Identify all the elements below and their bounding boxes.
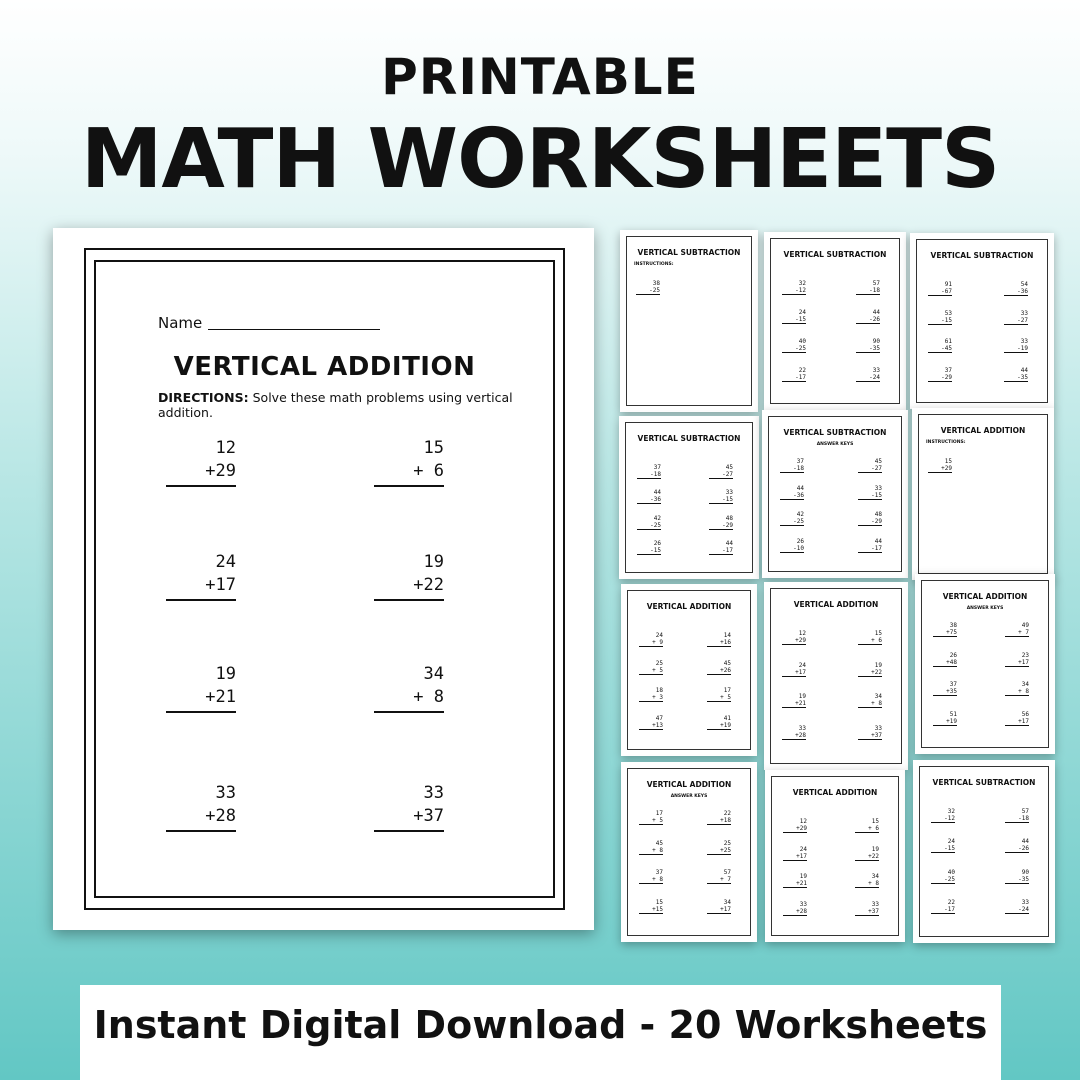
worksheet-thumbnail [620,230,758,412]
thumbnail-problem: 44 -35 [1004,367,1028,382]
problem-top: 34 [423,664,444,684]
worksheet-thumbnail [915,574,1055,754]
name-label: Name [158,314,203,332]
thumbnail-problem: 26 -15 [637,540,661,555]
worksheet-thumbnail [764,232,906,410]
problem [166,551,236,601]
thumbnail-title: VERTICAL SUBTRACTION [783,428,887,437]
problem-top: 24 [215,552,236,572]
thumbnail-problem: 19 +21 [783,873,807,888]
thumbnail-title: VERTICAL ADDITION [940,426,1026,435]
thumbnail-title: VERTICAL SUBTRACTION [783,250,887,259]
header-printable: PRINTABLE [381,48,699,106]
thumbnail-title: VERTICAL SUBTRACTION [637,248,741,257]
thumbnail-problem: 38 -25 [636,280,660,295]
thumbnail-problem: 24 -15 [782,309,806,324]
thumbnail-problem: 22 -17 [931,899,955,914]
worksheet-directions [158,390,553,420]
thumbnail-problem: 45 + 8 [639,840,663,855]
thumbnail-problem: 37 -18 [637,464,661,479]
thumbnail-problem: 25 +25 [707,840,731,855]
thumbnail-problem: 24 + 9 [639,632,663,647]
thumbnail-problem: 33 -19 [1004,338,1028,353]
thumbnail-problem: 37 -18 [780,458,804,473]
problem-bottom: +22 [413,575,444,595]
thumbnail-problem: 51 +19 [933,711,957,726]
thumbnail-problem: 61 -45 [928,338,952,353]
thumbnail-problem: 34 + 8 [858,693,882,708]
worksheet-thumbnail [764,582,908,770]
problem-bottom: + 8 [413,687,444,707]
thumbnail-problem: 45 +26 [707,660,731,675]
thumbnail-problem: 23 +17 [1005,652,1029,667]
thumbnail-problem: 15 + 6 [858,630,882,645]
footer-text: Instant Digital Download - 20 Worksheets [93,1003,988,1047]
thumbnail-problem: 33 +28 [782,725,806,740]
thumbnail-problem: 12 +29 [783,818,807,833]
thumbnail-problem: 47 +13 [639,715,663,730]
thumbnail-problem: 91 -67 [928,281,952,296]
thumbnail-problem: 15 +15 [639,899,663,914]
thumbnail-problem: 38 +75 [933,622,957,637]
thumbnail-problem: 34 + 8 [855,873,879,888]
problem-line [374,599,444,601]
thumbnail-problem: 44 -36 [637,489,661,504]
thumbnail-problem: 24 -15 [931,838,955,853]
problem-line [374,711,444,713]
thumbnail-problem: 22 -17 [782,367,806,382]
problem-line [166,830,236,832]
thumbnail-problem: 12 +29 [782,630,806,645]
thumbnail-subtitle: INSTRUCTIONS: [926,440,966,445]
thumbnail-problem: 44 -26 [1005,838,1029,853]
thumbnail-problem: 40 -25 [931,869,955,884]
thumbnail-problem: 33 +37 [855,901,879,916]
problem-bottom: +29 [205,461,236,481]
problem-line [166,485,236,487]
problem-line [374,485,444,487]
problem-top: 15 [423,438,444,458]
thumbnail-problem: 42 -25 [780,511,804,526]
thumbnail-problem: 48 -29 [709,515,733,530]
thumbnail-problem: 34 + 8 [1005,681,1029,696]
thumbnail-problem: 18 + 3 [639,687,663,702]
thumbnail-problem: 53 -15 [928,310,952,325]
thumbnail-title: VERTICAL SUBTRACTION [637,434,741,443]
thumbnail-problem: 40 -25 [782,338,806,353]
thumbnail-problem: 15 + 6 [855,818,879,833]
problem [166,782,236,832]
thumbnail-problem: 15 +29 [928,458,952,473]
directions-label: DIRECTIONS: [158,390,249,405]
thumbnail-title: VERTICAL ADDITION [792,788,878,797]
worksheet-thumbnail [910,233,1054,409]
thumbnail-border [918,414,1048,574]
thumbnail-problem: 22 +18 [707,810,731,825]
worksheet-thumbnail [621,584,757,756]
problem-top: 19 [215,664,236,684]
problem [374,782,444,832]
thumbnail-problem: 49 + 7 [1005,622,1029,637]
thumbnail-problem: 44 -17 [858,538,882,553]
thumbnail-problem: 57 -18 [856,280,880,295]
thumbnail-problem: 90 -35 [856,338,880,353]
problem-top: 12 [215,438,236,458]
worksheet-inner-border [94,260,555,898]
problem-bottom: +17 [205,575,236,595]
thumbnail-subtitle: INSTRUCTIONS: [634,262,674,267]
thumbnail-problem: 17 + 5 [639,810,663,825]
thumbnail-problem: 19 +22 [855,846,879,861]
thumbnail-title: VERTICAL ADDITION [646,602,732,611]
thumbnail-problem: 42 -25 [637,515,661,530]
directions-text: Solve these math problems using vertical addition. [158,390,513,420]
footer-banner [80,985,1001,1080]
thumbnail-problem: 19 +21 [782,693,806,708]
thumbnail-problem: 57 -18 [1005,808,1029,823]
thumbnail-problem: 45 -27 [858,458,882,473]
problem-bottom: +21 [205,687,236,707]
thumbnail-problem: 33 -27 [1004,310,1028,325]
name-field [158,314,380,332]
thumbnail-title: VERTICAL SUBTRACTION [930,251,1034,260]
worksheet-title: VERTICAL ADDITION [173,352,476,382]
thumbnail-problem: 34 +17 [707,899,731,914]
problem-bottom: +28 [205,806,236,826]
thumbnail-problem: 33 -15 [858,485,882,500]
thumbnail-problem: 24 +17 [782,662,806,677]
thumbnail-subtitle: ANSWER KEYS [670,794,708,799]
thumbnail-problem: 44 -17 [709,540,733,555]
worksheet-thumbnail [621,762,757,942]
problem-line [166,711,236,713]
thumbnail-problem: 37 +35 [933,681,957,696]
thumbnail-problem: 33 -15 [709,489,733,504]
worksheet-thumbnail [762,410,908,578]
thumbnail-problem: 32 -12 [931,808,955,823]
thumbnail-problem: 26 -10 [780,538,804,553]
problem-top: 33 [215,783,236,803]
thumbnail-problem: 45 -27 [709,464,733,479]
problem [374,437,444,487]
thumbnail-problem: 54 -36 [1004,281,1028,296]
thumbnail-problem: 26 +48 [933,652,957,667]
worksheet-thumbnail [619,416,759,579]
main-worksheet [53,228,594,930]
thumbnail-problem: 90 -35 [1005,869,1029,884]
problem-line [166,599,236,601]
problem-top: 33 [423,783,444,803]
problem-bottom: + 6 [413,461,444,481]
problem-line [374,830,444,832]
thumbnail-problem: 14 +16 [707,632,731,647]
header-math-worksheets: MATH WORKSHEETS [80,112,1000,207]
thumbnail-problem: 33 +28 [783,901,807,916]
problem-top: 19 [423,552,444,572]
thumbnail-problem: 41 +19 [707,715,731,730]
thumbnail-title: VERTICAL ADDITION [646,780,732,789]
worksheet-thumbnail [912,408,1054,580]
thumbnail-subtitle: ANSWER KEYS [966,606,1004,611]
problem-bottom: +37 [413,806,444,826]
thumbnail-title: VERTICAL ADDITION [793,600,879,609]
thumbnail-problem: 24 +17 [783,846,807,861]
thumbnail-problem: 57 + 7 [707,869,731,884]
thumbnail-problem: 33 +37 [858,725,882,740]
problem [166,437,236,487]
thumbnail-problem: 25 + 5 [639,660,663,675]
thumbnail-problem: 37 + 8 [639,869,663,884]
thumbnail-problem: 17 + 5 [707,687,731,702]
thumbnail-problem: 37 -29 [928,367,952,382]
thumbnail-problem: 56 +17 [1005,711,1029,726]
problem [374,551,444,601]
worksheet-thumbnail [913,760,1055,943]
thumbnail-problem: 32 -12 [782,280,806,295]
thumbnail-problem: 33 -24 [856,367,880,382]
thumbnail-problem: 44 -26 [856,309,880,324]
thumbnail-subtitle: ANSWER KEYS [816,442,854,447]
problem [166,663,236,713]
name-line [208,317,380,330]
worksheet-thumbnail [765,770,905,942]
thumbnail-problem: 19 +22 [858,662,882,677]
thumbnail-title: VERTICAL SUBTRACTION [932,778,1036,787]
thumbnail-problem: 48 -29 [858,511,882,526]
thumbnail-title: VERTICAL ADDITION [942,592,1028,601]
problem [374,663,444,713]
thumbnail-problem: 33 -24 [1005,899,1029,914]
thumbnail-problem: 44 -36 [780,485,804,500]
